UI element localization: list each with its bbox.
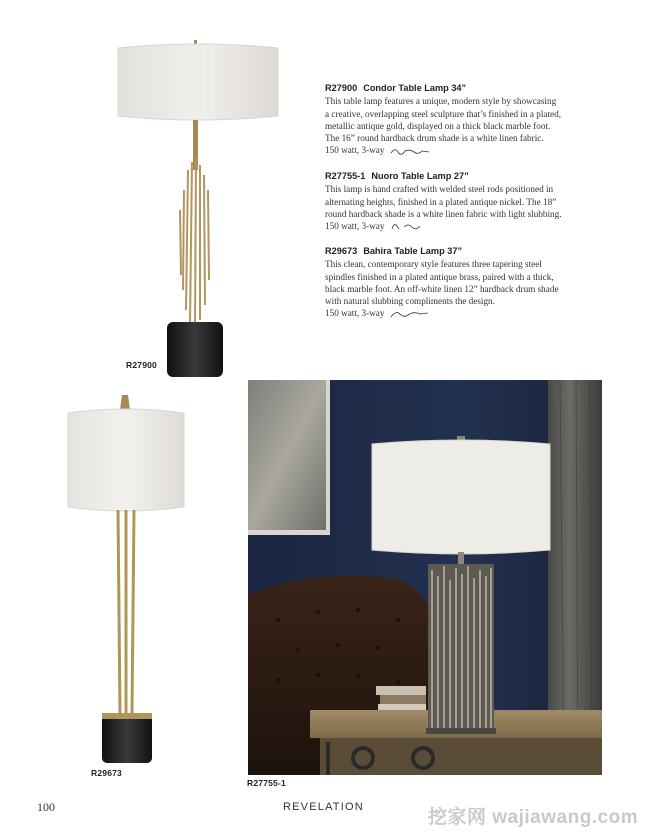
product-body [325, 183, 605, 220]
brand-name: REVELATION [283, 801, 364, 813]
body-line: round hardback shade is a white linen fabric with light slubbing. [325, 208, 562, 219]
body-line: The 16” round hardback drum shade is a white linen fabric. [325, 133, 544, 144]
product-spec [325, 220, 605, 232]
watermark: 挖家网 wajiawang.com [428, 807, 639, 828]
body-line: This table lamp features a unique, modern style by showcasing [325, 96, 557, 107]
product-title [325, 82, 605, 94]
spec-text: 150 watt, 3-way [325, 308, 385, 319]
product-model: R27900 [325, 83, 358, 93]
product-body [325, 258, 605, 307]
designer-signature-icon [390, 146, 430, 156]
nuoro-lifestyle-photo [248, 380, 602, 775]
body-line: This clean, contemporary style features three tapering steel [325, 259, 542, 270]
product-body [325, 95, 605, 144]
body-line: a creative, overlapping steel sculpture that’s finished in a plated, [325, 108, 561, 119]
product-model: R29673 [325, 246, 358, 256]
product-title [325, 170, 605, 182]
spec-text: 150 watt, 3-way [325, 145, 385, 156]
designer-signature-icon [390, 309, 430, 319]
condor-label: R27900 [126, 360, 157, 370]
product-title [325, 245, 605, 257]
body-line: black marble foot. An off-white linen 12” hardback drum shade [325, 283, 559, 294]
product-name: Bahira Table Lamp 37” [363, 246, 463, 256]
product-model: R27755-1 [325, 171, 366, 181]
product-spec [325, 307, 605, 319]
spec-text: 150 watt, 3-way [325, 221, 385, 232]
body-line: spindles finished in a plated antique brass, paired with a thick, [325, 271, 554, 282]
product-name: Nuoro Table Lamp 27” [371, 171, 469, 181]
nuoro-label: R27755-1 [247, 778, 286, 788]
product-description-nuoro [325, 170, 605, 232]
product-spec [325, 144, 605, 156]
body-line: alternating heights, finished in a plated antique nickel. The 18” [325, 196, 557, 207]
body-line: with natural slubbing compliments the design. [325, 296, 495, 307]
condor-lamp-image [110, 40, 285, 380]
product-name: Condor Table Lamp 34” [363, 83, 467, 93]
bahira-label: R29673 [91, 768, 122, 778]
bahira-lamp-image [60, 395, 195, 775]
body-line: This lamp is hand crafted with welded steel rods positioned in [325, 184, 554, 195]
designer-signature-icon [390, 221, 430, 231]
page-number: 100 [37, 800, 55, 814]
product-description-condor [325, 82, 605, 157]
body-line: metallic antique gold, displayed on a thick black marble foot. [325, 120, 551, 131]
product-description-bahira [325, 245, 605, 320]
